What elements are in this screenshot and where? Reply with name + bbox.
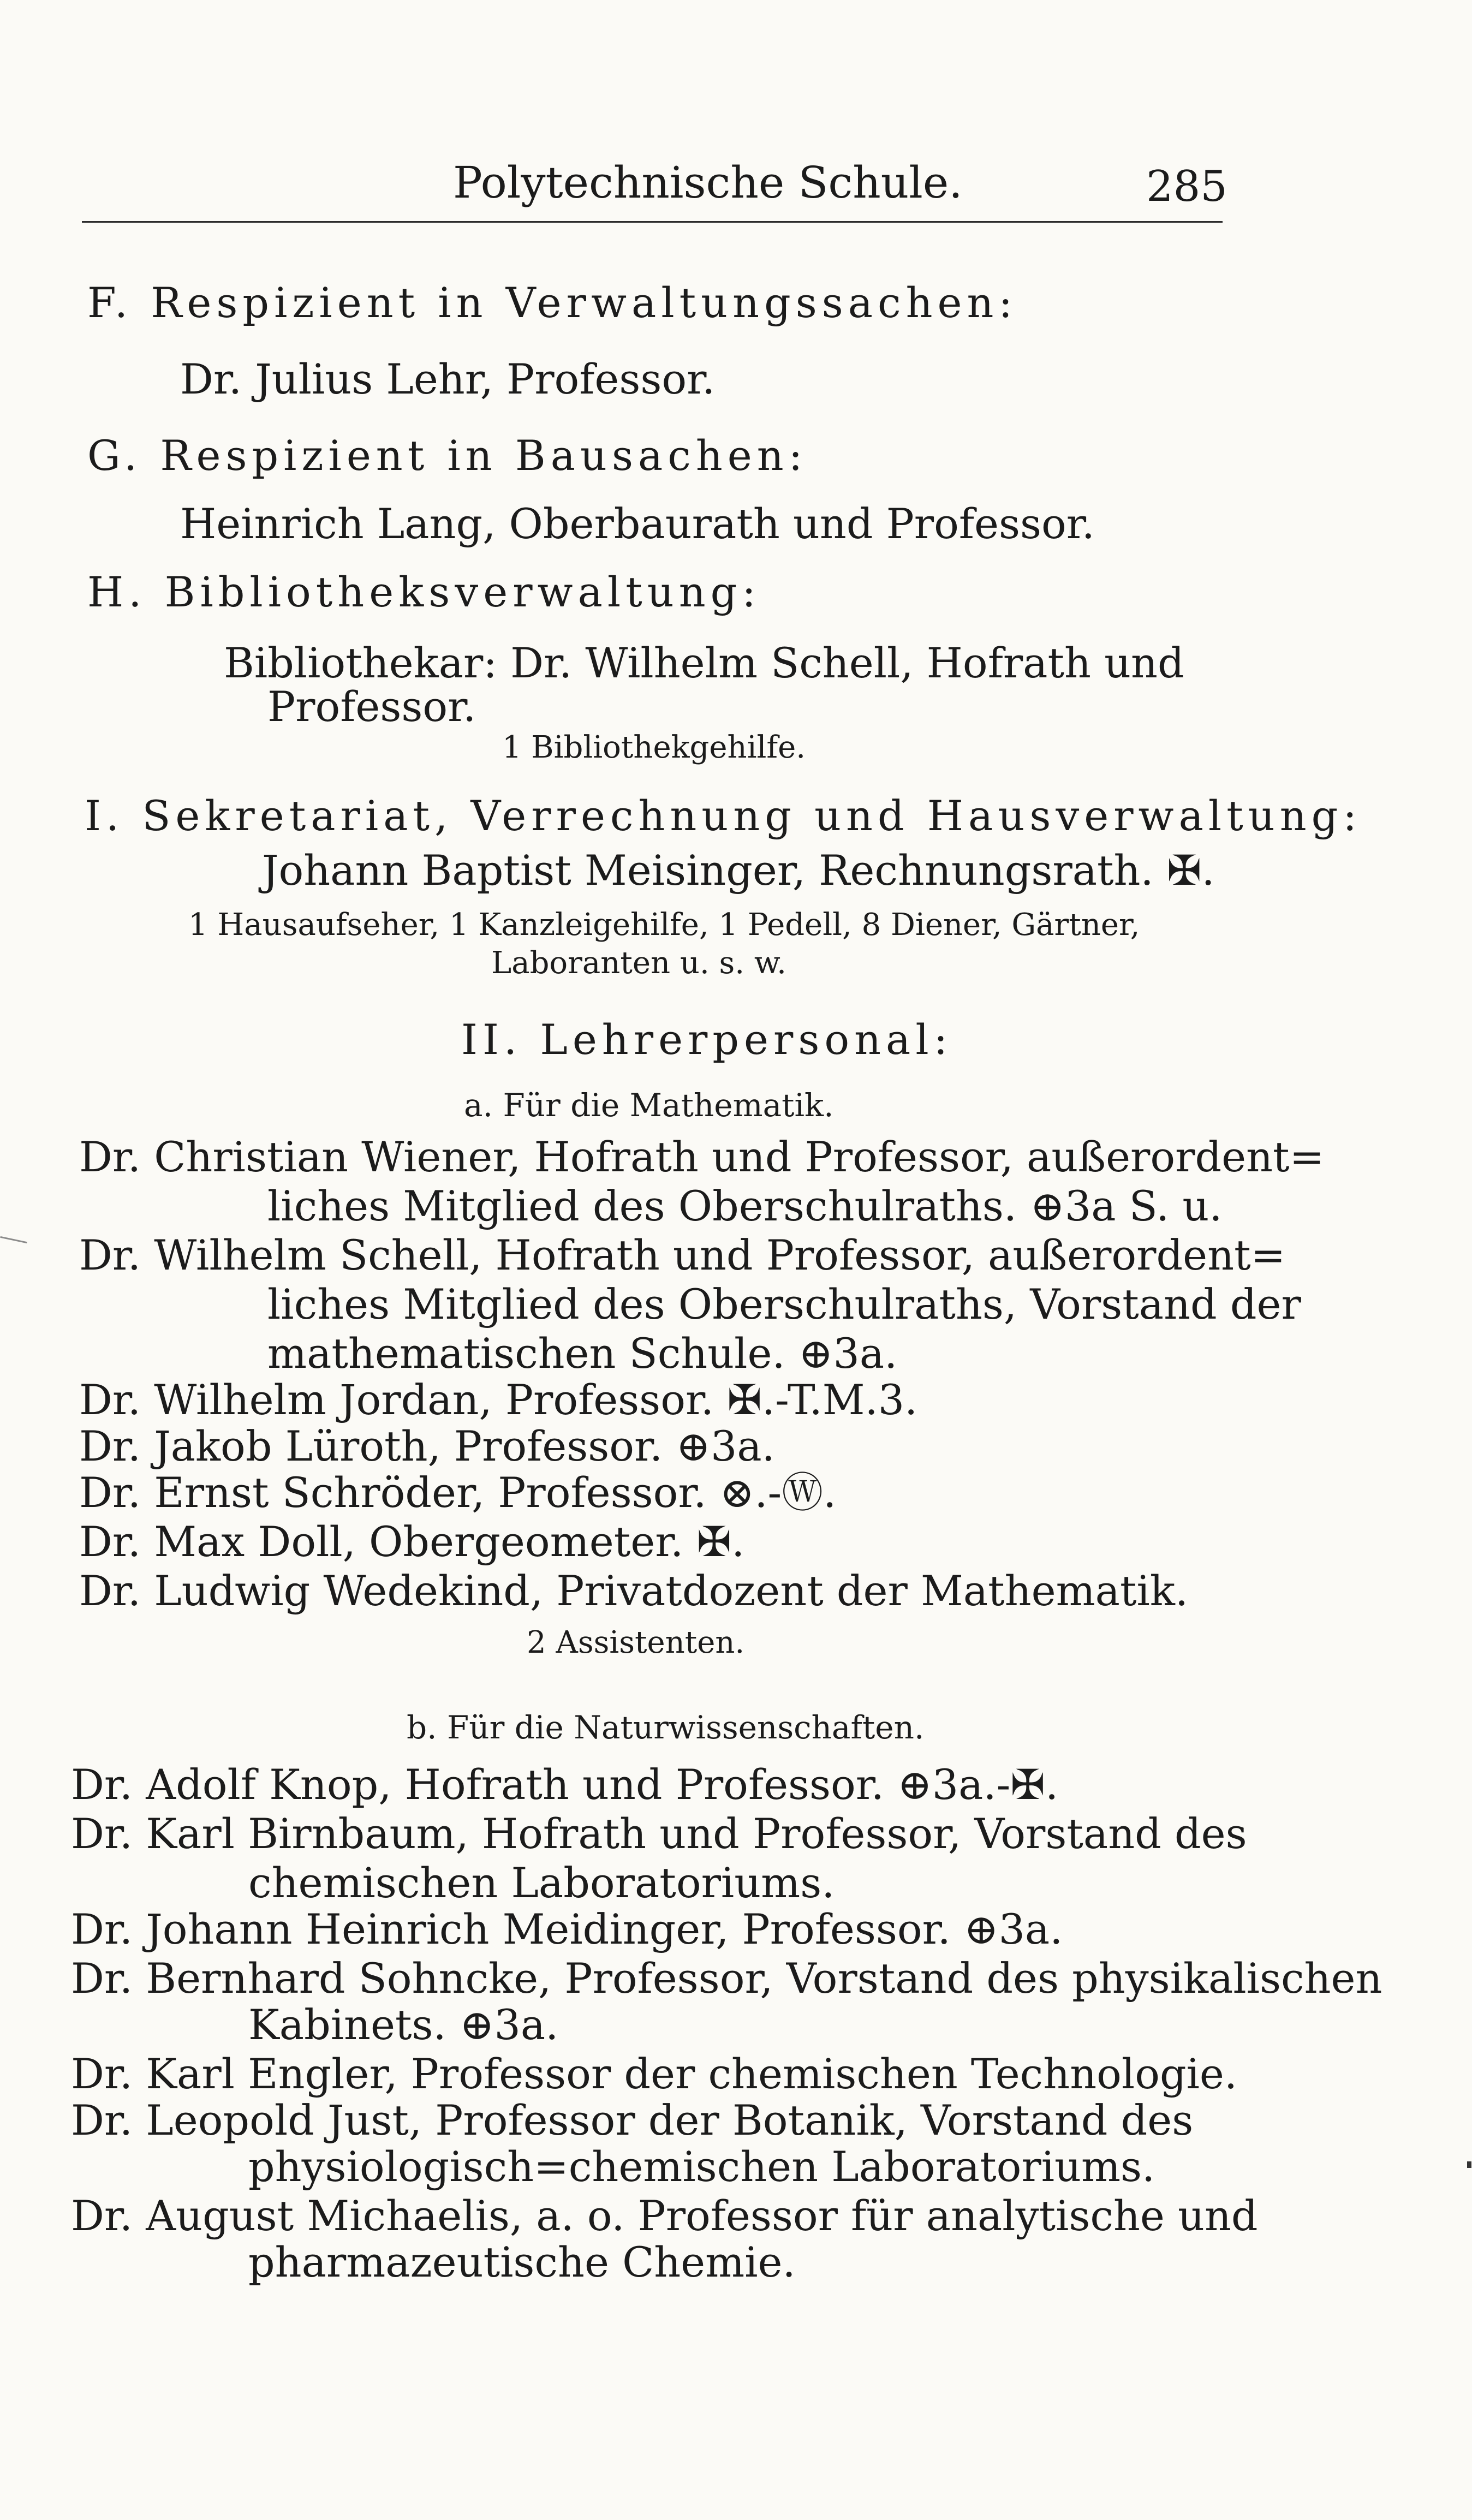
entry-line: Dr. Wilhelm Schell, Hofrath und Professor, außerordent=: [79, 1231, 1286, 1279]
section-heading-ii: II. Lehrerpersonal:: [461, 1015, 953, 1064]
entry-line: Dr. Johann Heinrich Meidinger, Professor. ⊕3a.: [71, 1905, 1063, 1953]
entry-line: Bibliothekar: Dr. Wilhelm Schell, Hofrath und: [224, 639, 1184, 687]
entry-line: liches Mitglied des Oberschulraths. ⊕3a S. u.: [267, 1182, 1223, 1230]
section-heading-i: I. Sekretariat, Verrechnung und Hausverwaltung:: [85, 791, 1362, 840]
entry-line: Dr. Ernst Schröder, Professor. ⊗.-Ⓦ.: [79, 1468, 837, 1517]
page-number: 285: [1146, 162, 1227, 211]
section-heading-g: G. Respizient in Bausachen:: [87, 431, 808, 480]
subsection-heading-b: b. Für die Naturwissenschaften.: [407, 1709, 925, 1746]
margin-mark: [0, 1236, 27, 1243]
entry-line: Dr. Karl Birnbaum, Hofrath und Professor, Vorstand des: [71, 1809, 1247, 1858]
entry-line: mathematischen Schule. ⊕3a.: [267, 1329, 898, 1378]
entry-line: Dr. Ludwig Wedekind, Privatdozent der Mathematik.: [79, 1566, 1189, 1615]
entry-line: Dr. Christian Wiener, Hofrath und Professor, außerordent=: [79, 1133, 1325, 1181]
margin-dot: [1467, 2161, 1471, 2168]
subsection-heading-a: a. Für die Mathematik.: [464, 1087, 834, 1124]
entry-line: Dr. Bernhard Sohncke, Professor, Vorstand des physikalischen: [71, 1954, 1382, 2003]
entry-line: Dr. August Michaelis, a. o. Professor für analytische und: [71, 2191, 1258, 2240]
entry-line: Heinrich Lang, Oberbaurath und Professor.: [180, 499, 1095, 548]
entry-line: Kabinets. ⊕3a.: [248, 2000, 559, 2049]
staff-note: Laboranten u. s. w.: [491, 945, 786, 981]
entry-line: Dr. Julius Lehr, Professor.: [180, 355, 716, 403]
staff-note: 1 Hausaufseher, 1 Kanzleigehilfe, 1 Pedell, 8 Diener, Gärtner,: [188, 907, 1140, 943]
entry-line: Dr. Karl Engler, Professor der chemischen Technologie.: [71, 2050, 1238, 2098]
entry-line: physiologisch=chemischen Laboratoriums.: [248, 2142, 1155, 2191]
header-rule: [82, 221, 1223, 223]
entry-line: liches Mitglied des Oberschulraths, Vorstand der: [267, 1280, 1301, 1328]
section-heading-f: F. Respizient in Verwaltungssachen:: [87, 278, 1018, 327]
entry-line: Johann Baptist Meisinger, Rechnungsrath. ✠.: [262, 846, 1215, 895]
entry-line: Dr. Wilhelm Jordan, Professor. ✠.-T.M.3.: [79, 1375, 918, 1424]
entry-line: pharmazeutische Chemie.: [248, 2238, 796, 2286]
staff-note: 1 Bibliothekgehilfe.: [502, 730, 806, 765]
entry-line: Dr. Jakob Lüroth, Professor. ⊕3a.: [79, 1422, 775, 1470]
entry-line: chemischen Laboratoriums.: [248, 1858, 835, 1907]
running-header-title: Polytechnische Schule.: [453, 157, 963, 208]
entry-line: Dr. Adolf Knop, Hofrath und Professor. ⊕3a.-✠.: [71, 1760, 1059, 1809]
section-heading-h: H. Bibliotheksverwaltung:: [87, 568, 761, 616]
entry-line: Professor.: [267, 682, 476, 731]
entry-line: Dr. Max Doll, Obergeometer. ✠.: [79, 1517, 745, 1566]
staff-note: 2 Assistenten.: [527, 1625, 745, 1660]
entry-line: Dr. Leopold Just, Professor der Botanik, Vorstand des: [71, 2096, 1194, 2144]
